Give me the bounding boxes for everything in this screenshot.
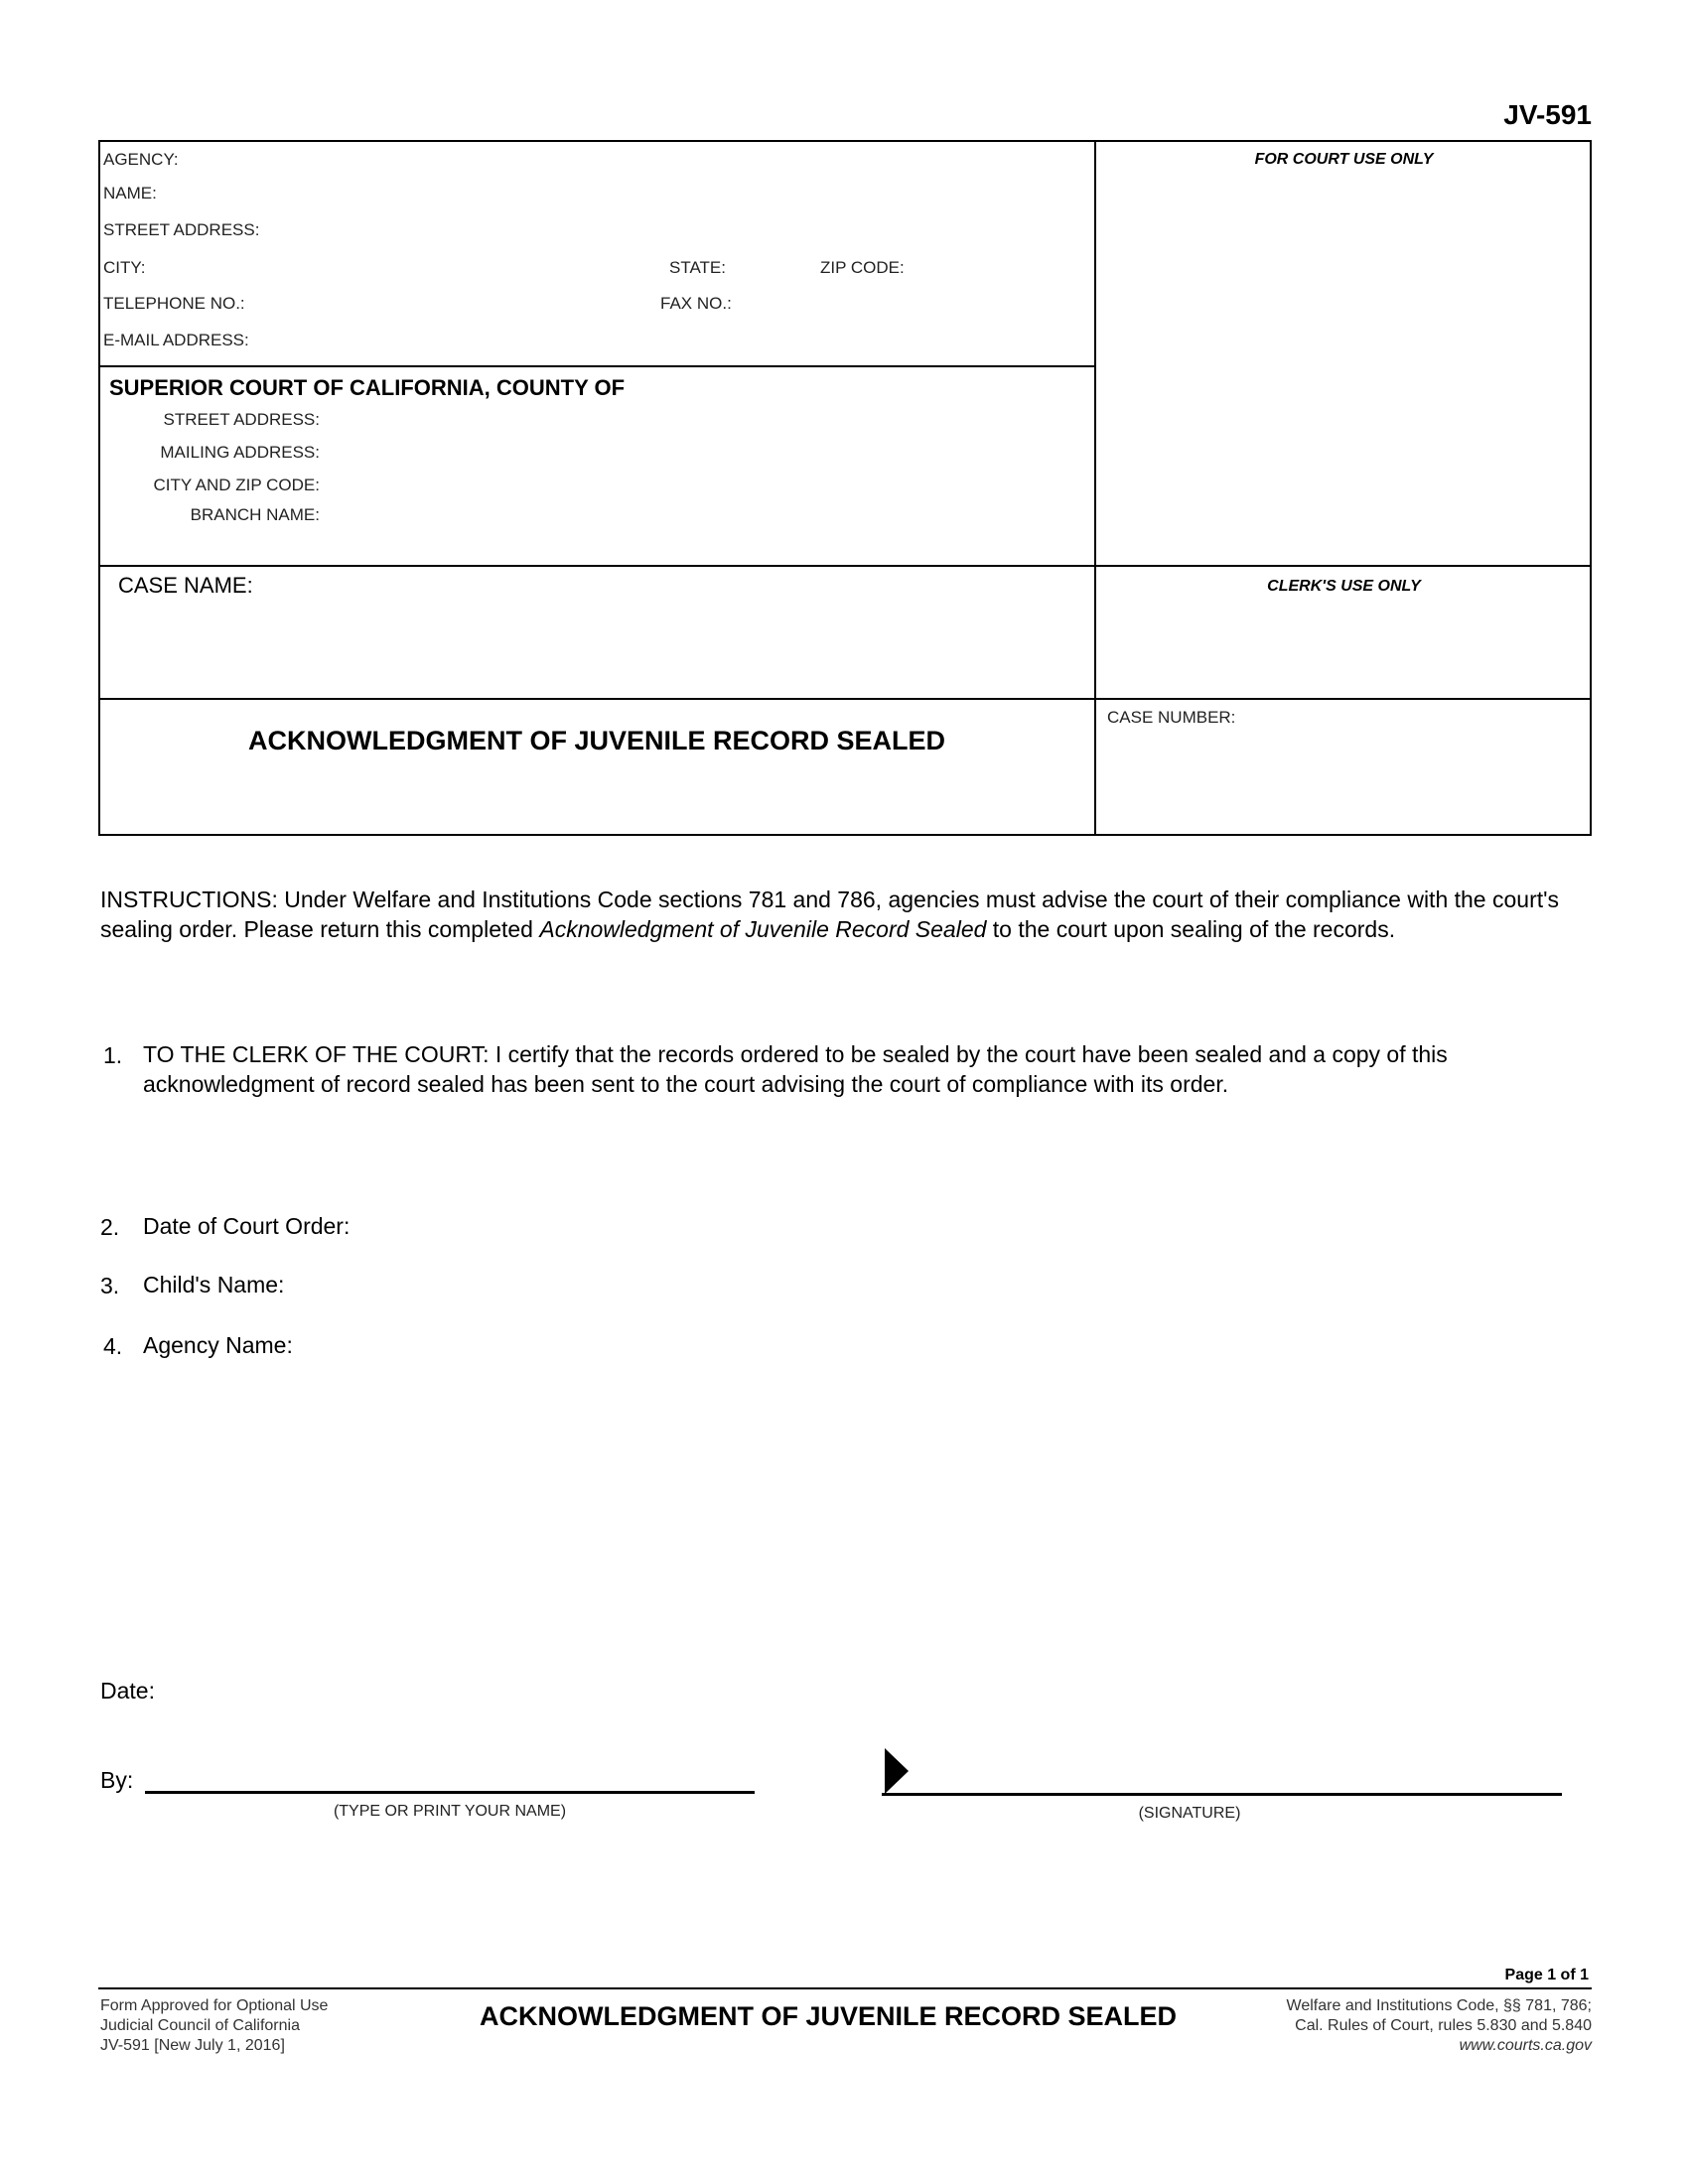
- court-casename-divider: [98, 565, 1592, 567]
- footer-approval: Form Approved for Optional Use: [100, 1997, 329, 2014]
- footer-right-block: [1287, 1996, 1592, 2056]
- city-label: CITY:: [103, 258, 146, 277]
- agency-label: AGENCY:: [103, 150, 179, 169]
- case-number-label: CASE NUMBER:: [1107, 708, 1236, 727]
- footer-left-block: [100, 1996, 328, 2056]
- by-label: By:: [100, 1767, 134, 1793]
- item-1-number: 1.: [103, 1042, 123, 1068]
- clerks-use-only-label: CLERK'S USE ONLY: [1267, 578, 1421, 595]
- court-heading: SUPERIOR COURT OF CALIFORNIA, COUNTY OF: [109, 375, 626, 400]
- footer-title: ACKNOWLEDGMENT OF JUVENILE RECORD SEALED: [480, 2001, 1178, 2031]
- item-3-number: 3.: [100, 1273, 120, 1298]
- agency-court-divider: [98, 365, 1095, 367]
- name-label: NAME:: [103, 184, 157, 203]
- item-2-number: 2.: [100, 1214, 120, 1240]
- footer-website-link[interactable]: www.courts.ca.gov: [1459, 2037, 1592, 2054]
- instructions: [100, 885, 1590, 944]
- form-title: ACKNOWLEDGMENT OF JUVENILE RECORD SEALED: [247, 726, 946, 755]
- item-4-number: 4.: [103, 1333, 123, 1359]
- item-3-label: Child's Name:: [143, 1272, 285, 1297]
- footer-form-revision: JV-591 [New July 1, 2016]: [100, 2037, 285, 2054]
- court-street-label: STREET ADDRESS:: [163, 410, 320, 429]
- fax-label: FAX NO.:: [660, 294, 732, 313]
- telephone-label: TELEPHONE NO.:: [103, 294, 245, 313]
- footer-code-reference: Welfare and Institutions Code, §§ 781, 786;: [1286, 1997, 1592, 2014]
- signature-line[interactable]: [882, 1793, 1562, 1796]
- footer-rule: [98, 1987, 1592, 1989]
- zip-code-label: ZIP CODE:: [820, 258, 905, 277]
- case-name-label: CASE NAME:: [118, 573, 253, 598]
- state-label: STATE:: [669, 258, 726, 277]
- casename-title-divider: [98, 698, 1592, 700]
- footer-rules-reference: Cal. Rules of Court, rules 5.830 and 5.840: [1295, 2017, 1592, 2034]
- form-number: JV-591: [1503, 99, 1592, 130]
- date-label: Date:: [100, 1678, 155, 1704]
- printed-name-caption: (TYPE OR PRINT YOUR NAME): [333, 1803, 567, 1820]
- signature-arrow-icon: [885, 1748, 909, 1794]
- instructions-text-end: to the court upon sealing of the records.: [986, 916, 1396, 942]
- instructions-form-name: Acknowledgment of Juvenile Record Sealed: [539, 916, 987, 942]
- court-branch-label: BRANCH NAME:: [190, 505, 320, 524]
- page-number: Page 1 of 1: [1504, 1967, 1589, 1983]
- item-4-label: Agency Name:: [143, 1332, 293, 1358]
- street-address-label: STREET ADDRESS:: [103, 220, 260, 239]
- court-mailing-label: MAILING ADDRESS:: [160, 443, 320, 462]
- footer-council: Judicial Council of California: [100, 2017, 300, 2034]
- printed-name-line[interactable]: [145, 1791, 755, 1794]
- court-use-only-label: FOR COURT USE ONLY: [1254, 151, 1434, 168]
- email-label: E-MAIL ADDRESS:: [103, 331, 249, 349]
- signature-caption: (SIGNATURE): [1138, 1805, 1241, 1822]
- item-1-text: TO THE CLERK OF THE COURT: I certify that the records ordered to be sealed by the court have been sealed and a copy of this acknowledgment of record sealed has been sent to the court advising the court of compliance with its order.: [143, 1041, 1448, 1097]
- item-2-label: Date of Court Order:: [143, 1213, 351, 1239]
- court-city-zip-label: CITY AND ZIP CODE:: [153, 476, 320, 494]
- instructions-text: INSTRUCTIONS: Under Welfare and Institutions Code sections 781 and 786, agencies must advise the court of their compliance with the court's sealing order. Please return this completed: [100, 887, 1560, 942]
